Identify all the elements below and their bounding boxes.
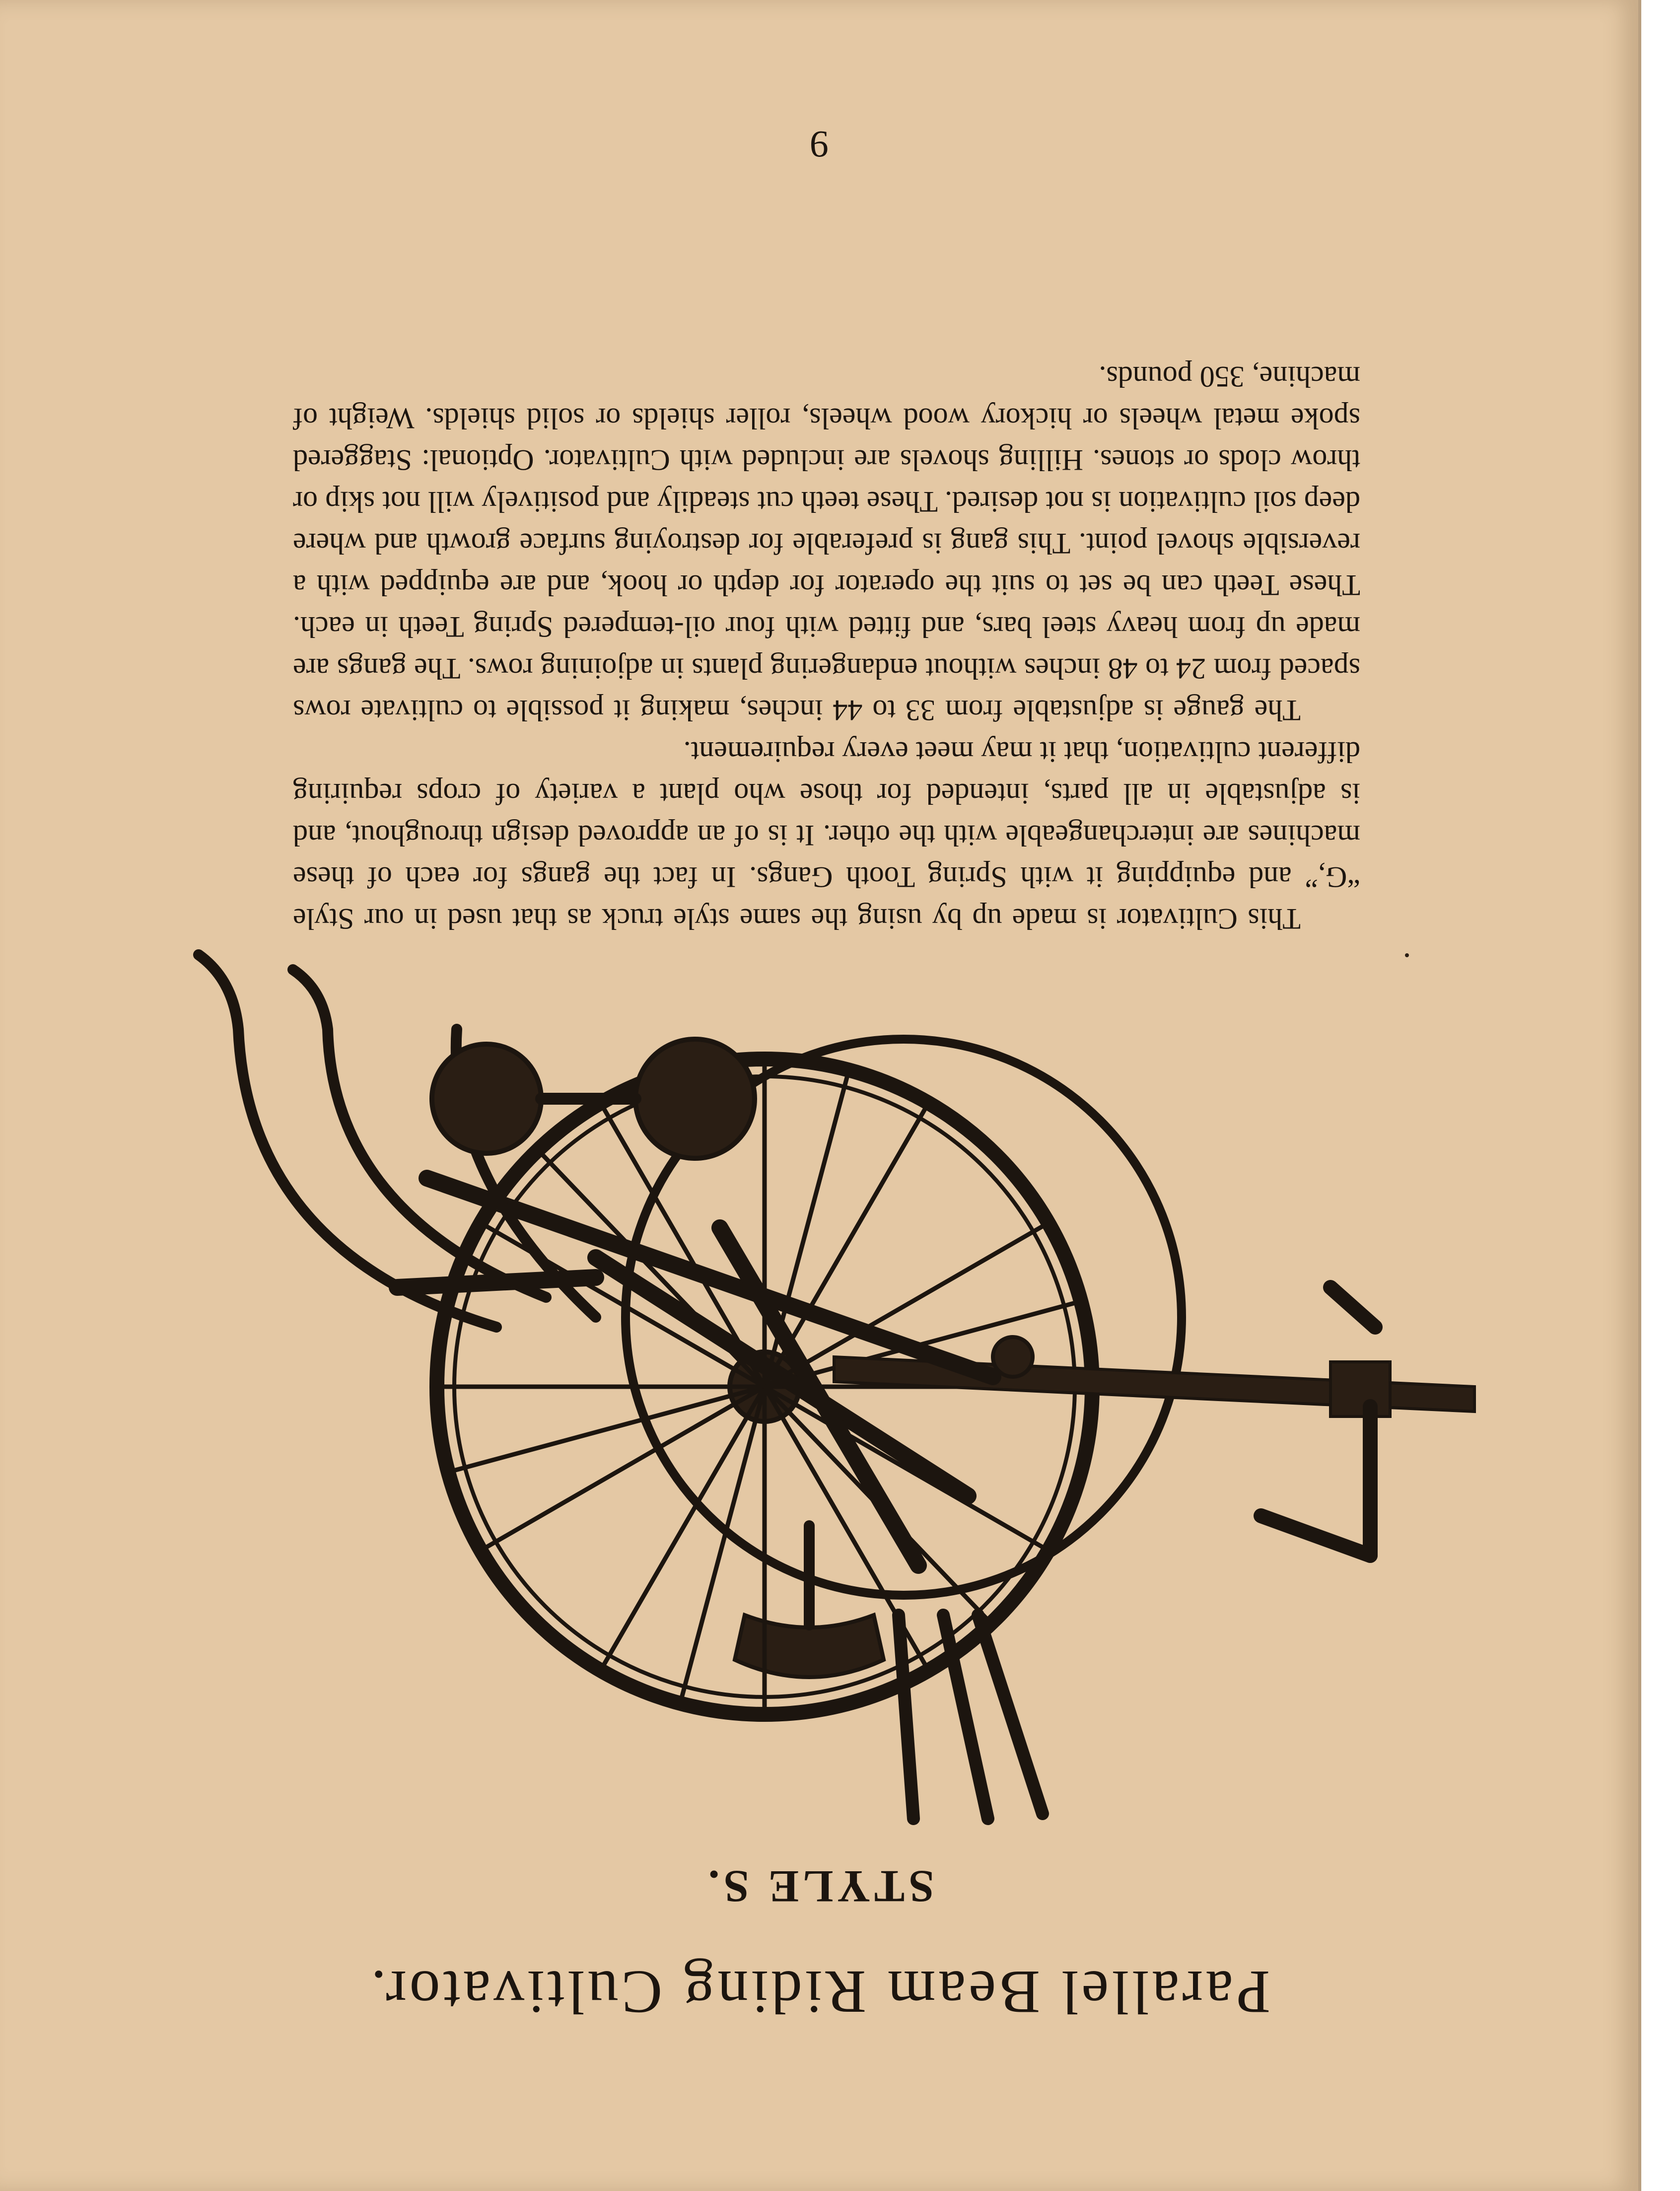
paragraph: The gauge is adjustable from 33 to 44 inches, making it possible to cultivate rows spaced from 24 to 48 inches without endangering plants in adjoining rows. The gangs are made up from heavy steel bars, and fitted with four oil-tempered Spring Teeth in each. These Teeth can be set to suit the operator for depth or hook, and are equipped with a reversible shovel point. This gang is preferable for destroying surface growth and where deep soil cultivation is not desired. These teeth cut steadily and positively will not skip or throw clods or stones. Hilling shovels are included with Cultivator. Optional: Staggered spoke metal wheels or hickory wood wheels, roller shields or solid shields. Weight of machine, 350 pounds.	[293, 360, 1360, 727]
tongue-beam	[834, 1357, 1474, 1416]
page-title: Parallel Beam Riding Cultivator.	[368, 1958, 1270, 2026]
spring-teeth	[199, 955, 596, 1327]
style-label: STYLE S.	[704, 1861, 934, 1912]
cultivator-illustration	[99, 930, 1539, 1873]
paragraph: This Cultivator is made up by using the same style truck as that used in our Style “G,” and equipping it with Spring Tooth Gangs. In fact the gangs for each of these machines are interchangeable with the other. It is of an approved design throughout, and is adjustable in all parts, intended for those who plant a variety of crops requiring different cultivation, that it may meet every requirement.	[293, 736, 1360, 935]
star-rollers	[432, 1039, 755, 1158]
page-number: 9	[810, 123, 829, 165]
axle-bracket	[993, 1337, 1033, 1377]
body-text	[293, 356, 1360, 940]
front-upright	[1261, 1287, 1375, 1555]
